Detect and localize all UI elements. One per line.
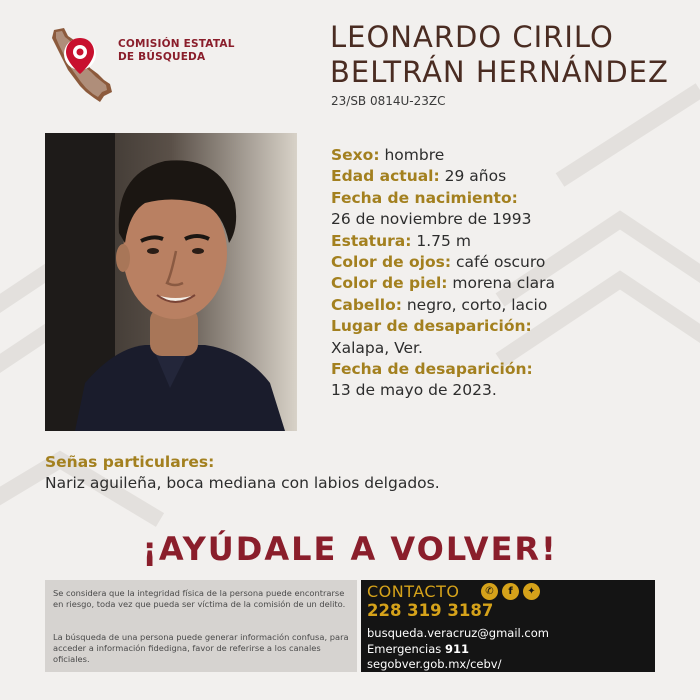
detail-nacimiento-label-row — [331, 188, 555, 209]
phone-icon[interactable]: ✆ — [481, 583, 498, 600]
estatura-value: 1.75 m — [416, 231, 471, 250]
edad-label: Edad actual: — [331, 167, 440, 186]
detail-ojos — [331, 252, 555, 273]
contact-emergencias — [367, 642, 469, 656]
facebook-icon[interactable]: f — [502, 583, 519, 600]
person-photo — [45, 133, 297, 431]
edad-value: 29 años — [444, 167, 507, 186]
contact-icons — [481, 583, 544, 602]
detail-edad — [331, 166, 555, 187]
detail-piel — [331, 273, 555, 294]
detail-sexo — [331, 145, 555, 166]
estatura-label: Estatura: — [331, 231, 412, 250]
distinguishing-marks — [45, 452, 440, 494]
ojos-value: café oscuro — [456, 253, 546, 272]
person-name-line1: LEONARDO CIRILO — [330, 20, 614, 54]
lugar-label: Lugar de desaparición: — [331, 317, 532, 336]
contact-website[interactable]: segobver.gob.mx/cebv/ — [367, 657, 502, 671]
contact-title: CONTACTO — [367, 582, 460, 601]
disclaimer-paragraph-2: La búsqueda de una persona puede generar información confusa, para acceder a información fidedigna, favor de referirse a los canales oficiales. — [53, 632, 349, 664]
nacimiento-value: 26 de noviembre de 1993 — [331, 210, 532, 229]
detail-lugar-label-row — [331, 316, 555, 337]
cabello-value: negro, corto, lacio — [406, 295, 548, 314]
nacimiento-label: Fecha de nacimiento: — [331, 188, 518, 207]
person-name-line2: BELTRÁN HERNÁNDEZ — [330, 55, 669, 89]
lugar-value: Xalapa, Ver. — [331, 338, 423, 357]
senas-text: Nariz aguileña, boca mediana con labios delgados. — [45, 474, 440, 492]
contact-phone[interactable]: 228 319 3187 — [367, 601, 494, 620]
piel-value: morena clara — [452, 274, 556, 293]
disclaimer-box — [45, 580, 357, 672]
emergencias-label: Emergencias — [367, 642, 442, 656]
institution-name-line2: DE BÚSQUEDA — [118, 51, 206, 63]
contact-box — [361, 580, 655, 672]
institution-name — [118, 38, 235, 64]
veracruz-map-logo-icon — [46, 26, 116, 106]
fecha-label: Fecha de desaparición: — [331, 360, 533, 379]
sexo-value: hombre — [384, 146, 445, 164]
senas-label: Señas particulares: — [45, 453, 215, 471]
disclaimer-paragraph-1: Se considera que la integridad física de la persona puede encontrarse en riesgo, toda vez que pueda ser víctima de la comisión de un delito. — [53, 588, 346, 609]
piel-label: Color de piel: — [331, 274, 448, 293]
case-folio: 23/SB 0814U-23ZC — [331, 94, 446, 108]
detail-fecha-label-row — [331, 359, 555, 380]
contact-email[interactable]: busqueda.veracruz@gmail.com — [367, 626, 549, 640]
emergencias-number[interactable]: 911 — [444, 642, 469, 656]
person-details — [331, 145, 555, 402]
detail-estatura — [331, 231, 555, 252]
person-name — [330, 20, 669, 90]
fecha-value: 13 de mayo de 2023. — [331, 381, 497, 400]
detail-cabello — [331, 295, 555, 316]
person-photo-illustration — [45, 133, 297, 431]
institution-name-line1: COMISIÓN ESTATAL — [118, 38, 235, 50]
twitter-icon[interactable]: ✦ — [523, 583, 540, 600]
ojos-label: Color de ojos: — [331, 253, 452, 272]
cabello-label: Cabello: — [331, 295, 402, 314]
help-banner: ¡AYÚDALE A VOLVER! — [142, 530, 558, 568]
sexo-label: Sexo: — [331, 146, 380, 164]
